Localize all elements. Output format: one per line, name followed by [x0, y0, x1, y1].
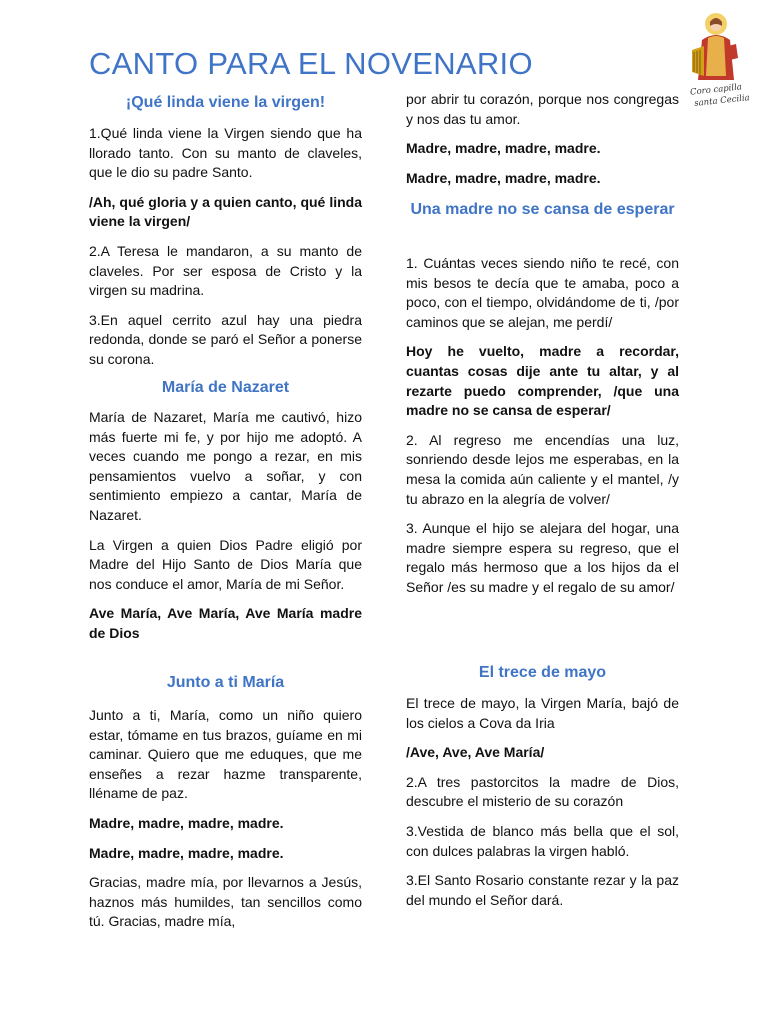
verse: La Virgen a quien Dios Padre eligió por Madre del Hijo Santo de Dios María que nos conduce el amor, María de mi Señor.	[89, 536, 362, 592]
verse: María de Nazaret, María me cautivó, hizo más fuerte mi fe, y por hijo me adoptó. A veces cuando me pongo a rezar, en mis pensamientos vuelvo a soñar, y con sentimiento empiezo a cantar, María de Nazaret.	[89, 409, 362, 523]
song-title-que-linda: ¡Qué linda viene la virgen!	[125, 94, 326, 111]
verse: 3.Vestida de blanco más bella que el sol, con dulces palabras la virgen habló.	[406, 822, 679, 859]
chorus: Madre, madre, madre, madre.	[89, 814, 284, 831]
chorus: Hoy he vuelto, madre a recordar, cuantas cosas dije ante tu altar, y al rezarte puedo comprender, /que una madre no se cansa de esperar/	[406, 343, 679, 419]
chorus: Madre, madre, madre, madre.	[89, 844, 284, 861]
chorus: /Ah, qué gloria y a quien canto, qué linda viene la virgen/	[89, 193, 362, 230]
song-title-trece-mayo: El trece de mayo	[478, 664, 607, 681]
verse: 3. Aunque el hijo se alejara del hogar, una madre siempre espera su regreso, que el regalo más hermoso que a los hijos da el Señor /es su madre y el regalo de su amor/	[406, 520, 679, 595]
verse: 1. Cuántas veces siendo niño te recé, con mis besos te decía que te amaba, poco a poco, con el tiempo, olvidándome de ti, /por caminos que se alejan, me perdí/	[406, 255, 679, 330]
verse: por abrir tu corazón, porque nos congregas y nos das tu amor.	[406, 91, 679, 127]
verse: 2.A tres pastorcitos la madre de Dios, descubre el misterio de su corazón	[406, 773, 679, 810]
song-title-maria-nazaret: María de Nazaret	[161, 379, 290, 396]
logo-line-1: Coro capilla	[689, 82, 743, 98]
chorus: Madre, madre, madre, madre.	[406, 140, 601, 157]
chorus: Ave María, Ave María, Ave María madre de Dios	[89, 605, 362, 641]
verse: 2.A Teresa le mandaron, a su manto de claveles. Por ser esposa de Cristo y la virgen su madrina.	[89, 242, 362, 299]
verse: Gracias, madre mía, por llevarnos a Jesús, haznos más humildes, tan sencillos como tú. Gracias, madre mía,	[89, 874, 362, 930]
song-trece-mayo	[406, 694, 679, 920]
verse: 3.El Santo Rosario constante rezar y la paz del mundo el Señor dará.	[406, 872, 679, 908]
logo-line-2: santa Cecilia	[693, 93, 751, 109]
chorus: Madre, madre, madre, madre.	[406, 169, 601, 186]
song-title-una-madre: Una madre no se cansa de esperar	[410, 201, 675, 218]
song-title-junto-a-ti: Junto a ti María	[166, 674, 285, 691]
song-junto-a-ti	[89, 706, 362, 942]
verse: Junto a ti, María, como un niño quiero estar, tómame en tus brazos, guíame en mi caminar. Quiero que me eduques, que me enseñes a rezar hazme transparente, lléname de paz.	[89, 707, 362, 802]
verse: 3.En aquel cerrito azul hay una piedra redonda, donde se paró el Señor a ponerse su corona.	[89, 311, 362, 367]
page-title: CANTO PARA EL NOVENARIO	[89, 46, 533, 81]
choir-logo	[672, 10, 752, 109]
verse: 2. Al regreso me encendías una luz, sonriendo desde lejos me esperabas, en la mesa la comida aún caliente y el mantel, /y tu abrazo en la alegría de volver/	[406, 431, 679, 507]
chorus: /Ave, Ave, Ave María/	[406, 744, 545, 761]
song-maria-nazaret	[89, 408, 362, 654]
verse: El trece de mayo, la Virgen María, bajó de los cielos a Cova da Iria	[406, 695, 679, 731]
verse: 1.Qué linda viene la Virgen siendo que ha llorado tanto. Con su manto de claveles, que le dio su padre Santo.	[89, 125, 362, 181]
song-que-linda	[89, 124, 362, 380]
song-junto-a-ti-continued	[406, 90, 679, 198]
saint-cecilia-icon	[680, 10, 744, 88]
song-una-madre	[406, 254, 679, 608]
